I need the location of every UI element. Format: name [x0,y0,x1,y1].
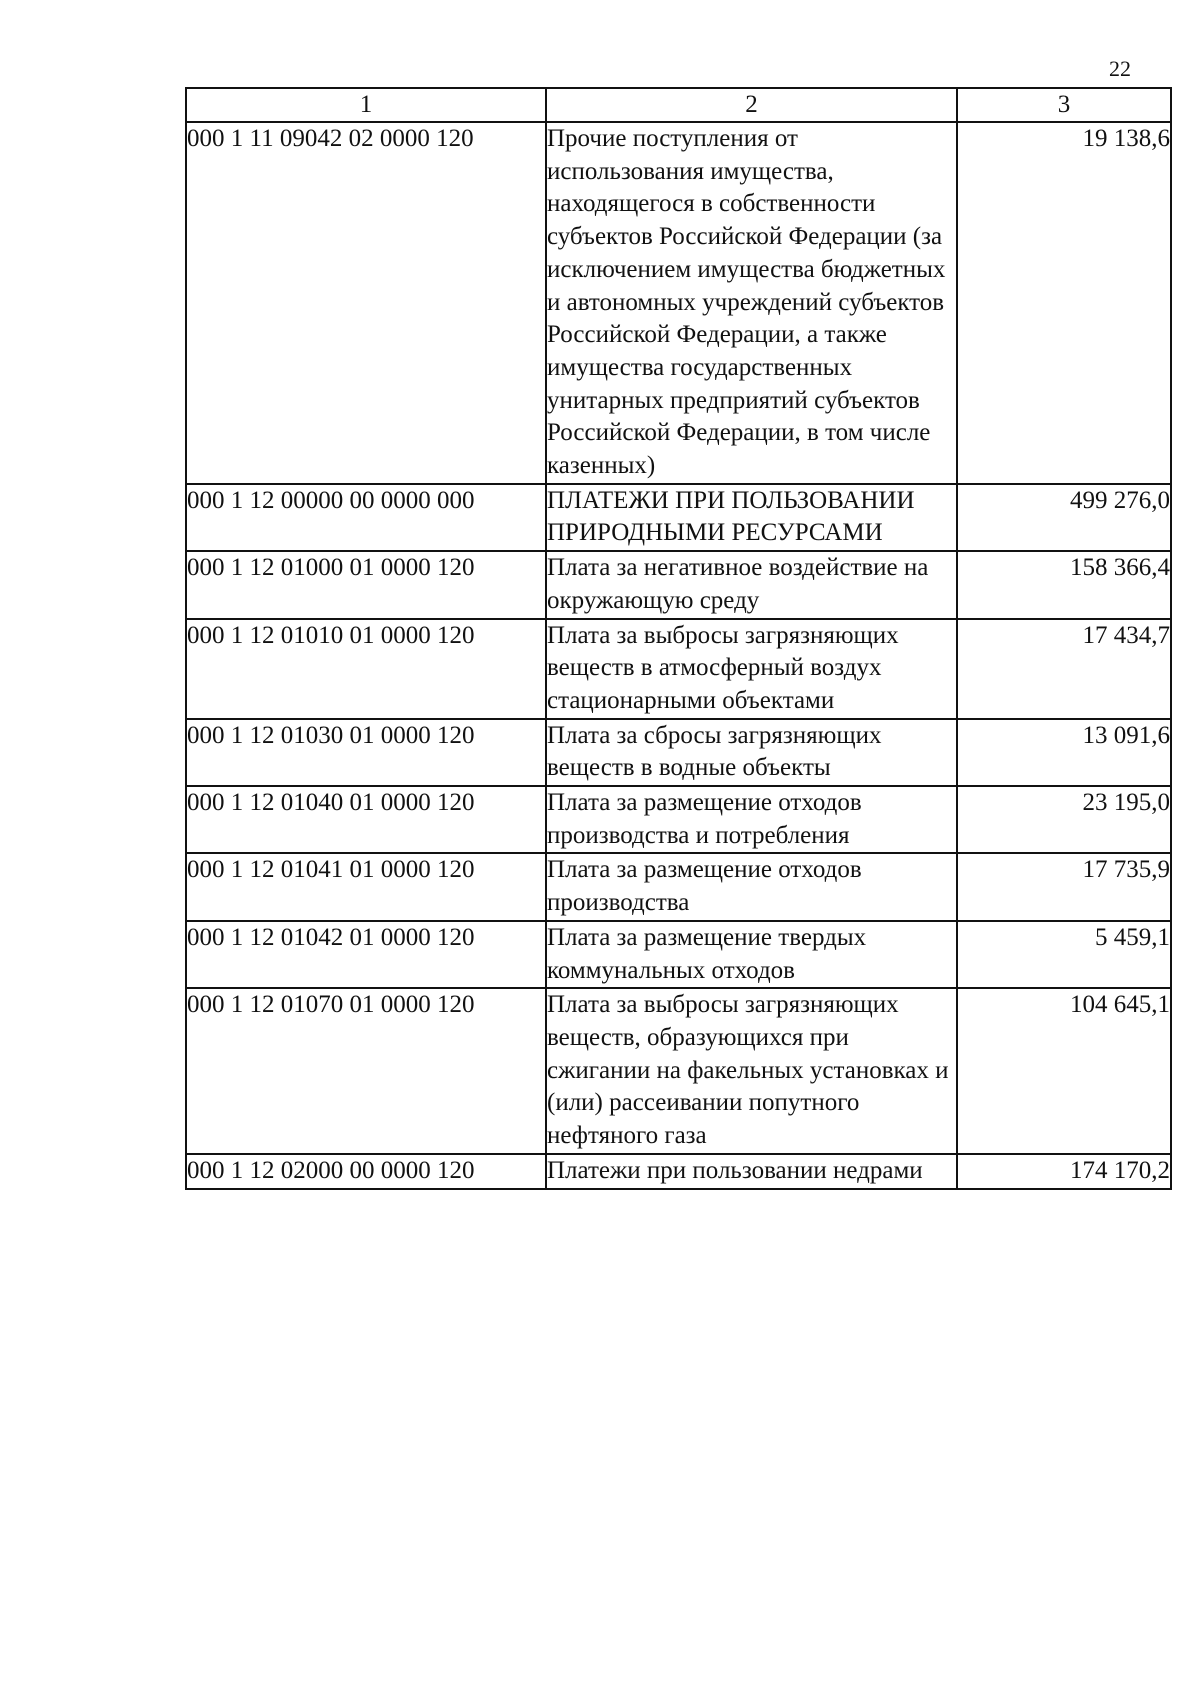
amount-cell: 104 645,1 [957,988,1171,1154]
table-row [186,853,1171,920]
column-header-2: 2 [546,88,957,122]
table-row [186,786,1171,853]
amount-cell: 13 091,6 [957,719,1171,786]
table-row [186,1154,1171,1189]
amount-cell: 174 170,2 [957,1154,1171,1189]
revenue-name-cell: Плата за сбросы загрязняющих веществ в водные объекты [546,719,957,786]
revenue-name-cell: Плата за размещение твердых коммунальных отходов [546,921,957,988]
amount-cell: 158 366,4 [957,551,1171,618]
amount-cell: 17 434,7 [957,619,1171,719]
revenue-name-cell: Плата за выбросы загрязняющих веществ в атмосферный воздух стационарными объектами [546,619,957,719]
revenue-name-cell: Плата за размещение отходов производства и потребления [546,786,957,853]
amount-cell: 23 195,0 [957,786,1171,853]
revenue-name-cell: Плата за выбросы загрязняющих веществ, образующихся при сжигании на факельных установках и (или) рассеивании попутного нефтяного газа [546,988,957,1154]
page-number: 22 [1109,56,1131,81]
budget-code-cell: 000 1 12 01010 01 0000 120 [186,619,546,719]
budget-code-cell: 000 1 12 01030 01 0000 120 [186,719,546,786]
table-row [186,619,1171,719]
table-header-row [186,88,1171,122]
budget-code-cell: 000 1 12 01040 01 0000 120 [186,786,546,853]
budget-code-cell: 000 1 12 00000 00 0000 000 [186,484,546,551]
budget-code-cell: 000 1 12 01042 01 0000 120 [186,921,546,988]
amount-cell: 5 459,1 [957,921,1171,988]
table-row [186,122,1171,484]
column-header-3: 3 [957,88,1171,122]
revenue-name-cell: Платежи при пользовании недрами [546,1154,957,1189]
amount-cell: 19 138,6 [957,122,1171,484]
budget-code-cell: 000 1 12 01000 01 0000 120 [186,551,546,618]
budget-revenue-table [185,87,1172,1190]
table-row [186,551,1171,618]
table-row [186,921,1171,988]
budget-code-cell: 000 1 12 02000 00 0000 120 [186,1154,546,1189]
revenue-name-cell: ПЛАТЕЖИ ПРИ ПОЛЬЗОВАНИИ ПРИРОДНЫМИ РЕСУРСАМИ [546,484,957,551]
budget-code-cell: 000 1 11 09042 02 0000 120 [186,122,546,484]
table-row [186,988,1171,1154]
revenue-name-cell: Прочие поступления от использования имущества, находящегося в собственности субъектов Российской Федерации (за исключением имущества бюджетных и автономных учреждений субъектов Российской Федерации, а также имущества государственных унитарных предприятий субъектов Российской Федерации, в том числе казенных) [546,122,957,484]
revenue-name-cell: Плата за негативное воздействие на окружающую среду [546,551,957,618]
amount-cell: 17 735,9 [957,853,1171,920]
table-row [186,719,1171,786]
table-row [186,484,1171,551]
budget-code-cell: 000 1 12 01041 01 0000 120 [186,853,546,920]
budget-code-cell: 000 1 12 01070 01 0000 120 [186,988,546,1154]
column-header-1: 1 [186,88,546,122]
amount-cell: 499 276,0 [957,484,1171,551]
revenue-name-cell: Плата за размещение отходов производства [546,853,957,920]
